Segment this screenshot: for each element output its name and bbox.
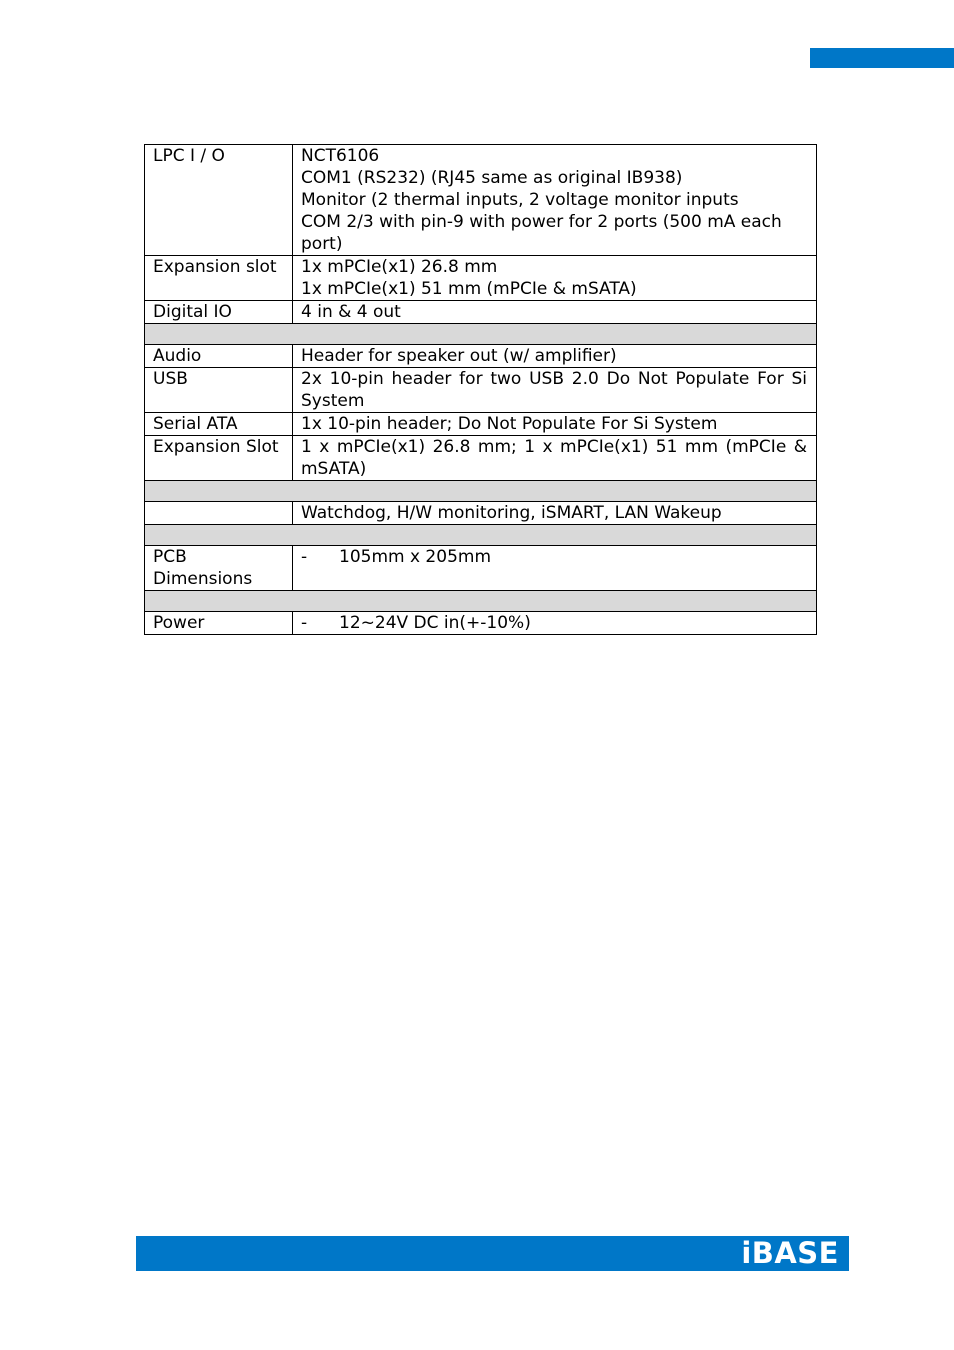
row-value	[293, 546, 817, 591]
table-row	[145, 546, 817, 591]
row-label: Power	[145, 612, 293, 635]
row-label: Expansion slot	[145, 256, 293, 301]
row-value	[293, 256, 817, 301]
label-line: PCB	[153, 547, 187, 567]
header-accent-tab	[810, 48, 954, 68]
table-row	[145, 413, 817, 436]
table-row	[145, 345, 817, 368]
section-divider	[145, 591, 817, 612]
row-label	[145, 546, 293, 591]
value-line: 1x mPCIe(x1) 26.8 mm	[301, 257, 498, 277]
row-value: Watchdog, H/W monitoring, iSMART, LAN Wakeup	[293, 502, 817, 525]
value-text: 12~24V DC in(+-10%)	[339, 613, 531, 633]
table-row	[145, 145, 817, 256]
section-divider	[145, 481, 817, 502]
value-line: COM1 (RS232) (RJ45 same as original IB938)	[301, 168, 683, 188]
ibase-logo: iBASE	[741, 1236, 839, 1270]
list-dash: -	[301, 613, 308, 633]
row-label: Expansion Slot	[145, 436, 293, 481]
row-label	[145, 502, 293, 525]
row-label: Audio	[145, 345, 293, 368]
row-label: Serial ATA	[145, 413, 293, 436]
table-row	[145, 256, 817, 301]
row-value: 1x 10-pin header; Do Not Populate For Si System	[293, 413, 817, 436]
table-row	[145, 301, 817, 324]
row-value: 4 in & 4 out	[293, 301, 817, 324]
value-line: COM 2/3 with pin-9 with power for 2 ports (500 mA each port)	[301, 212, 782, 254]
section-divider-row	[145, 481, 817, 502]
value-line: NCT6106	[301, 146, 380, 166]
row-value: 1 x mPCIe(x1) 26.8 mm; 1 x mPCIe(x1) 51 mm (mPCIe & mSATA)	[293, 436, 817, 481]
row-value	[293, 612, 817, 635]
row-label: Digital IO	[145, 301, 293, 324]
footer-bar	[136, 1236, 849, 1271]
value-text: 105mm x 205mm	[339, 547, 492, 567]
section-divider	[145, 525, 817, 546]
row-value: Header for speaker out (w/ amplifier)	[293, 345, 817, 368]
section-divider-row	[145, 324, 817, 345]
row-label: LPC I / O	[145, 145, 293, 256]
table-row	[145, 502, 817, 525]
table-row	[145, 368, 817, 413]
spec-table	[144, 144, 817, 635]
value-line: 1x mPCIe(x1) 51 mm (mPCIe & mSATA)	[301, 279, 637, 299]
section-divider-row	[145, 591, 817, 612]
value-line: Monitor (2 thermal inputs, 2 voltage monitor inputs	[301, 190, 739, 210]
section-divider-row	[145, 525, 817, 546]
section-divider	[145, 324, 817, 345]
row-value	[293, 145, 817, 256]
row-label: USB	[145, 368, 293, 413]
label-line: Dimensions	[153, 569, 253, 589]
list-dash: -	[301, 547, 308, 567]
row-value: 2x 10-pin header for two USB 2.0 Do Not Populate For Si System	[293, 368, 817, 413]
table-row	[145, 612, 817, 635]
table-row	[145, 436, 817, 481]
